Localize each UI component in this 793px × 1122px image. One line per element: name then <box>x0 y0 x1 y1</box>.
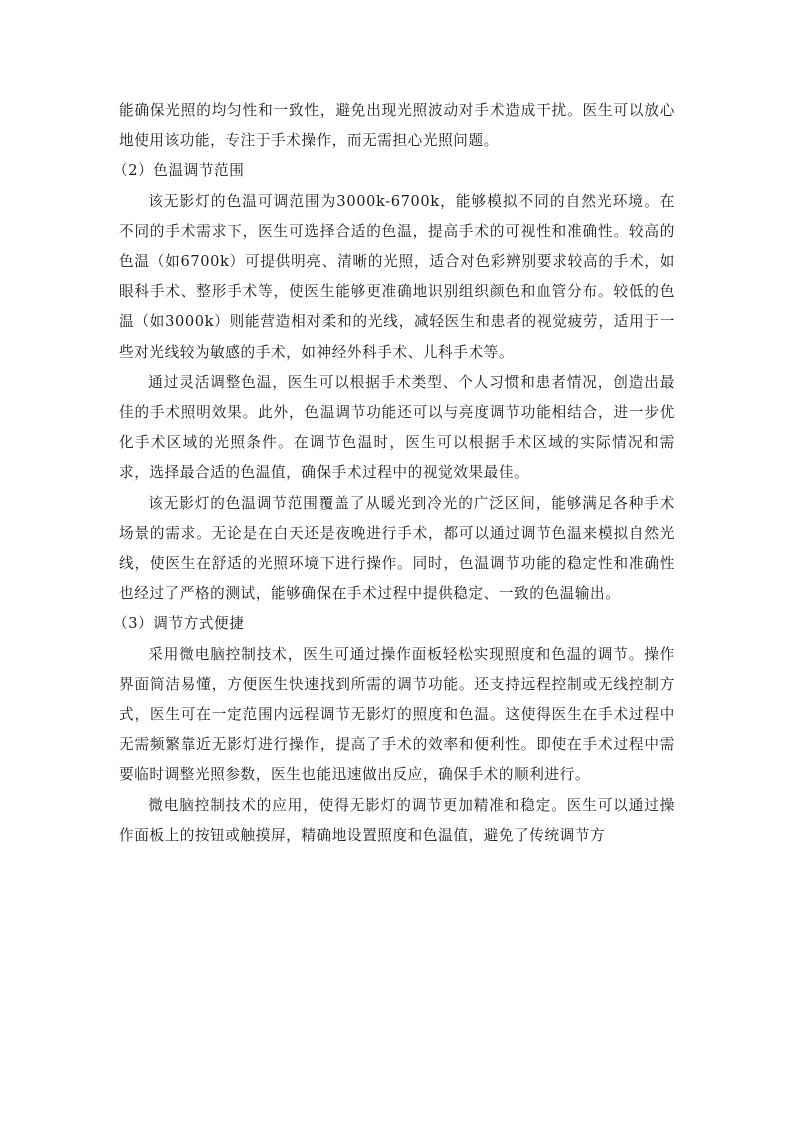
paragraph-continued: 能确保光照的均匀性和一致性，避免出现光照波动对手术造成干扰。医生可以放心地使用该功能，专注于手术操作，而无需担心光照问题。 <box>119 102 675 150</box>
paragraph-microcomputer-control: 采用微电脑控制技术，医生可通过操作面板轻松实现照度和色温的调节。操作界面简洁易懂，方便医生快速找到所需的调节功能。还支持远程控制或无线控制方式，医生可在一定范围内远程调节无影灯的照度和色温。这使得医生在手术过程中无需频繁靠近无影灯进行操作，提高了手术的效率和便利性。即使在手术过程中需要临时调整光照参数，医生也能迅速做出反应，确保手术的顺利进行。 <box>119 645 675 784</box>
paragraph-precision: 微电脑控制技术的应用，使得无影灯的调节更加精准和稳定。医生可以通过操作面板上的按钮或触摸屏，精确地设置照度和色温值，避免了传统调节方 <box>119 796 675 844</box>
paragraph-flexible-adjustment: 通过灵活调整色温，医生可以根据手术类型、个人习惯和患者情况，创造出最佳的手术照明效果。此外，色温调节功能还可以与亮度调节功能相结合，进一步优化手术区域的光照条件。在调节色温时，医生可以根据手术区域的实际情况和需求，选择最合适的色温值，确保手术过程中的视觉效果最佳。 <box>119 373 675 482</box>
section-heading-adjustment-method: （3）调节方式便捷 <box>113 615 245 633</box>
paragraph-color-temperature-range: 该无影灯的色温可调范围为3000k-6700k，能够模拟不同的自然光环境。在不同的手术需求下，医生可选择合适的色温，提高手术的可视性和准确性。较高的色温（如6700k）可提供明亮、清晰的光照，适合对色彩辨别要求较高的手术，如眼科手术、整形手术等，使医生能够更准确地识别组织颜色和血管分布。较低的色温（如3000k）则能营造相对柔和的光线，减轻医生和患者的视觉疲劳，适用于一些对光线较为敏感的手术，如神经外科手术、儿科手术等。 <box>119 192 675 361</box>
section-heading-color-temperature: （2）色温调节范围 <box>113 162 245 180</box>
paragraph-coverage: 该无影灯的色温调节范围覆盖了从暖光到冷光的广泛区间，能够满足各种手术场景的需求。无论是在白天还是夜晚进行手术，都可以通过调节色温来模拟自然光线，使医生在舒适的光照环境下进行操作。同时，色温调节功能的稳定性和准确性也经过了严格的测试，能够确保在手术过程中提供稳定、一致的色温输出。 <box>119 494 675 603</box>
document-body <box>113 96 675 851</box>
